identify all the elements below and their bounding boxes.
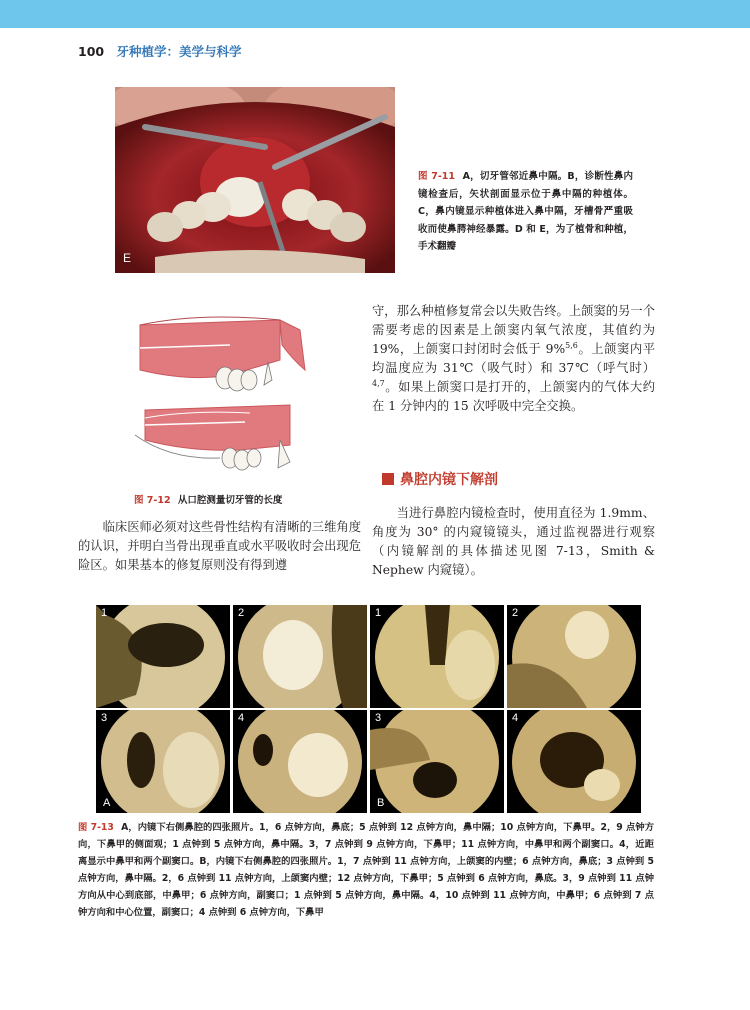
- heading-marker: [382, 473, 394, 485]
- panel-number: 4: [238, 712, 245, 724]
- caption-text: A，内镜下右侧鼻腔的四张照片。1，6 点钟方向，鼻底；5 点钟到 12 点钟方向，鼻中隔；10 点钟方向，下鼻甲。2，9 点钟方向，下鼻甲的侧面观；1 点钟到 5 点钟方向，鼻中隔。3，7 点钟到 9 点钟方向，下鼻甲；11 点钟方向，中鼻甲和两个副窦口。4，近距离显示中鼻甲和两个副窦口。B，内镜下右侧鼻腔的四张照片。1，7 点钟到 11 点钟方向，上颌窦的内壁；6 点钟方向，鼻底；3 点钟到 5 点钟方向，鼻中隔。2，6 点钟到 11 点钟方向，上颌窦内壁；12 点钟方向，下鼻甲；5 点钟到 6 点钟方向，鼻底。3，9 点钟到 11 点钟方向从中心到底部，中鼻甲；6 点钟方向，副窦口；1 点钟到 5 点钟方向，鼻中隔。4，10 点钟到 11 点钟方向，中鼻甲；6 点钟到 7 点钟方向和中心位置，副窦口；4 点钟到 6 点钟方向，下鼻甲: [78, 822, 654, 918]
- panel-number: 2: [238, 607, 245, 619]
- caption-text: A，切牙管邻近鼻中隔。B，诊断性鼻内镜检查后，矢状剖面显示位于鼻中隔的种植体。C，鼻内镜显示种植体进入鼻中隔，牙槽骨严重吸收而使鼻腭神经暴露。D 和 E，为了植骨和种植，手术翻瓣: [418, 171, 633, 252]
- text-part: 。如果上颌窦口是打开的，上颌窦内的气体大约在 1 分钟内的 15 次呼吸中完全交换。: [372, 380, 655, 413]
- right-body-paragraph: [372, 302, 655, 416]
- figure-number: 图 7-11: [418, 171, 456, 182]
- panel-number: 2: [512, 607, 519, 619]
- panel-number: 1: [101, 607, 108, 619]
- text-part: 。上颌窦内平均温度应为 31℃（吸气时）和 37℃（呼气时）: [372, 342, 655, 375]
- endoscope-panel: [507, 605, 641, 708]
- figure-number: 图 7-12: [134, 495, 171, 506]
- figure-7-11-caption: [418, 168, 633, 256]
- endoscope-panel: [507, 710, 641, 813]
- left-body-paragraph: 临床医师必须对这些骨性结构有清晰的三维角度的认识，并明白当骨出现垂直或水平吸收时会出现危险区。如果基本的修复原则没有得到遵: [78, 520, 361, 572]
- text-part: 守，那么种植修复常会以失败告终。上颌窦的另一个需要考虑的因素是上颌窦内氧气浓度，其值约为 19%，上颌窦口封闭时会低于 9%: [372, 304, 655, 356]
- panel-number: 1: [375, 607, 382, 619]
- endoscope-panel: [96, 710, 230, 813]
- endoscope-panel: [96, 605, 230, 708]
- running-header: [78, 42, 241, 60]
- section-paragraph: 当进行鼻腔内镜检查时，使用直径为 1.9mm、角度为 30° 的内窥镜镜头，通过监视器进行观察（内镜解剖的具体描述见图 7-13，Smith & Nephew 内窥镜）。: [372, 506, 655, 577]
- citation: 4,7: [372, 378, 385, 388]
- group-label: A: [103, 797, 111, 809]
- endoscope-panel: [370, 710, 504, 813]
- surgical-photo: [115, 87, 395, 273]
- figure-7-13-caption: [78, 819, 654, 921]
- figure-number: 图 7-13: [78, 822, 114, 833]
- incisive-canal-diagram: [130, 300, 330, 490]
- panel-number: 3: [101, 712, 108, 724]
- heading-text: 鼻腔内镜下解剖: [400, 472, 498, 488]
- panel-label: E: [123, 251, 132, 265]
- panel-number: 3: [375, 712, 382, 724]
- endoscope-panel: [370, 605, 504, 708]
- citation: 5,6: [565, 340, 578, 350]
- section-heading: [382, 469, 498, 489]
- endoscope-panel: [233, 605, 367, 708]
- book-title: 牙种植学：美学与科学: [116, 44, 242, 59]
- endoscope-panel: [233, 710, 367, 813]
- endoscope-photo-grid: [96, 605, 642, 813]
- caption-text: 从口腔测量切牙管的长度: [177, 495, 283, 506]
- group-label: B: [377, 797, 385, 809]
- top-color-bar: [0, 0, 750, 28]
- page-number: 100: [78, 44, 105, 59]
- figure-7-12-caption: [134, 492, 282, 506]
- panel-number: 4: [512, 712, 519, 724]
